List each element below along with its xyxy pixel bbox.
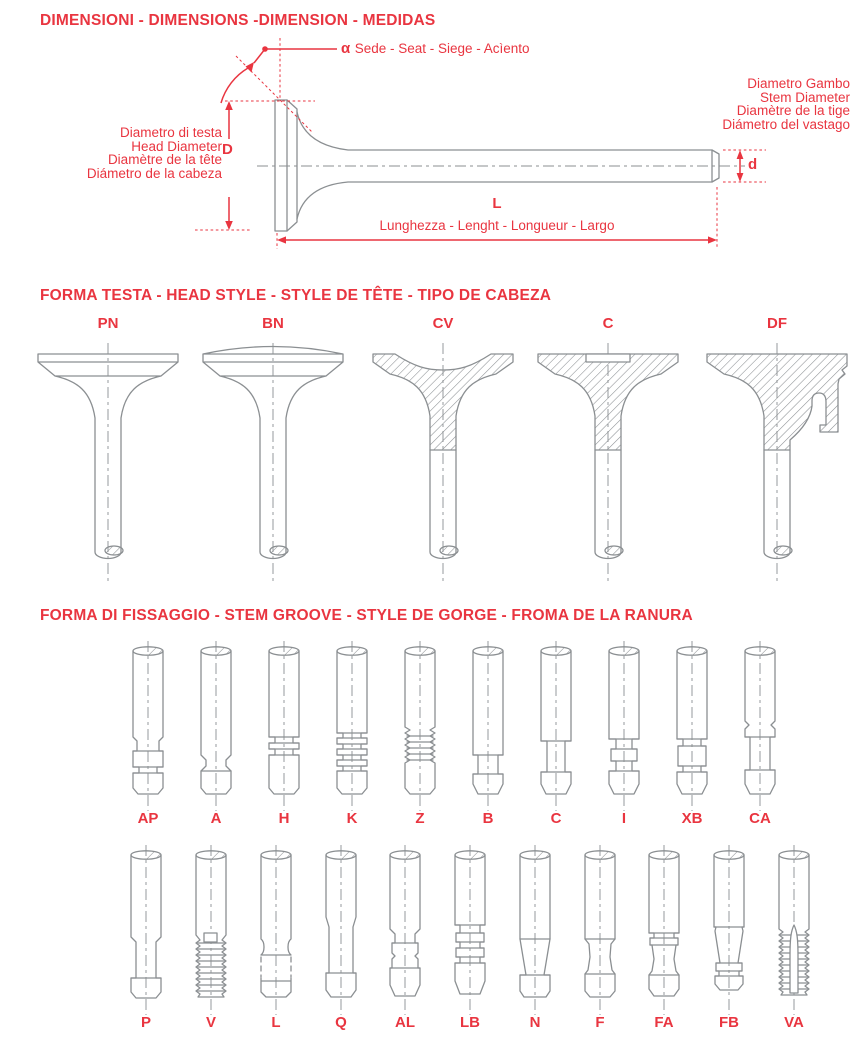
stem-groove-figure-C <box>528 641 584 813</box>
arrow-L-right <box>708 236 717 243</box>
stem-groove-label-FB: FB <box>719 1014 739 1031</box>
stem-groove-figure-XB <box>664 641 720 813</box>
stem-diameter-letter: d <box>748 156 758 173</box>
head-style-figure-PN <box>30 340 186 586</box>
head-diameter-line: Diametro di testa <box>119 125 222 140</box>
stem-groove-figure-LB <box>442 845 498 1017</box>
arrow-d-down <box>737 173 744 182</box>
seat-angle-label <box>341 40 530 58</box>
head-diameter-line: Diámetro de la cabeza <box>86 165 222 181</box>
seat-leader-dot <box>262 46 268 52</box>
stem-groove-figure-H <box>256 641 312 813</box>
stem-groove-label-P: P <box>140 1014 151 1031</box>
stem-diameter-line: Diamètre de la tige <box>736 103 850 119</box>
stem-groove-figure-AP <box>120 641 176 813</box>
angle-arc <box>221 68 248 103</box>
head-diameter-label <box>40 126 222 180</box>
stem-groove-figure-FB <box>701 845 757 1017</box>
stem-groove-label-L: L <box>271 1014 281 1031</box>
length-label: Lunghezza - Lenght - Longueur - Largo <box>379 218 615 233</box>
stem-groove-label-I: I <box>621 810 627 827</box>
length-letter: L <box>492 195 502 212</box>
arrow-d-up <box>737 150 744 159</box>
arrow-D-down <box>225 221 233 230</box>
stem-groove-label-B: B <box>482 810 494 827</box>
stem-groove-label-VA: VA <box>784 1014 804 1031</box>
stem-groove-label-Q: Q <box>335 1014 347 1031</box>
title-head-style: FORMA TESTA - HEAD STYLE - STYLE DE TÊTE - TIPO DE CABEZA <box>40 287 552 304</box>
stem-groove-figure-Z <box>392 641 448 813</box>
stem-groove-label-N: N <box>529 1014 541 1031</box>
seat-label-text: Sede - Seat - Siege - Acìento <box>354 41 530 56</box>
alpha-symbol: α <box>341 40 351 57</box>
stem-groove-label-Z: Z <box>415 810 425 827</box>
title-dimensions: DIMENSIONI - DIMENSIONS -DIMENSION - MEDIDAS <box>40 12 436 29</box>
arrow-L-left <box>277 236 286 243</box>
stem-groove-label-H: H <box>278 810 290 827</box>
stem-diameter-line: Diametro Gambo <box>747 76 850 91</box>
stem-groove-figure-VA <box>766 845 822 1017</box>
arrow-angle <box>246 62 255 73</box>
head-diameter-letter: D <box>222 141 233 158</box>
head-style-label-PN: PN <box>97 315 119 332</box>
head-style-label-CV: CV <box>432 315 454 332</box>
stem-groove-figure-CA <box>732 641 788 813</box>
stem-groove-figure-Q <box>313 845 369 1017</box>
head-style-label-DF: DF <box>767 315 787 332</box>
valve-head-margin <box>287 100 297 231</box>
stem-groove-label-C: C <box>550 810 562 827</box>
stem-diameter-line: Stem Diameter <box>759 89 850 105</box>
stem-diameter-line: Diámetro del vastago <box>722 116 850 132</box>
stem-groove-figure-V <box>183 845 239 1017</box>
head-style-label-C: C <box>602 315 614 332</box>
arrow-D-up <box>225 101 233 110</box>
stem-groove-label-K: K <box>346 810 358 827</box>
head-style-figure-DF <box>699 340 855 586</box>
stem-groove-label-LB: LB <box>460 1014 480 1031</box>
stem-groove-label-V: V <box>205 1014 216 1031</box>
stem-groove-label-A: A <box>210 810 222 827</box>
head-style-figure-C <box>530 340 686 586</box>
head-style-figure-BN <box>195 340 351 586</box>
stem-groove-figure-K <box>324 641 380 813</box>
stem-groove-figure-I <box>596 641 652 813</box>
stem-groove-label-AL: AL <box>395 1014 415 1031</box>
head-style-label-BN: BN <box>262 315 284 332</box>
stem-groove-figure-L <box>248 845 304 1017</box>
stem-groove-figure-AL <box>377 845 433 1017</box>
stem-groove-figure-B <box>460 641 516 813</box>
stem-diameter-label <box>600 77 850 131</box>
valve-head-face <box>275 100 287 231</box>
stem-groove-figure-FA <box>636 845 692 1017</box>
stem-groove-figure-F <box>572 845 628 1017</box>
stem-groove-label-AP: AP <box>137 810 159 827</box>
stem-groove-label-CA: CA <box>749 810 771 827</box>
stem-groove-figure-N <box>507 845 563 1017</box>
head-diameter-line: Diamètre de la tête <box>107 152 222 168</box>
head-diameter-line: Head Diameter <box>131 138 222 154</box>
stem-groove-figure-P <box>118 845 174 1017</box>
title-stem-groove: FORMA DI FISSAGGIO - STEM GROOVE - STYLE DE GORGE - FROMA DE LA RANURA <box>40 607 693 624</box>
stem-groove-label-FA: FA <box>654 1014 674 1031</box>
stem-groove-figure-A <box>188 641 244 813</box>
stem-groove-label-XB: XB <box>681 810 703 827</box>
stem-groove-label-F: F <box>595 1014 605 1031</box>
head-style-figure-CV <box>365 340 521 586</box>
